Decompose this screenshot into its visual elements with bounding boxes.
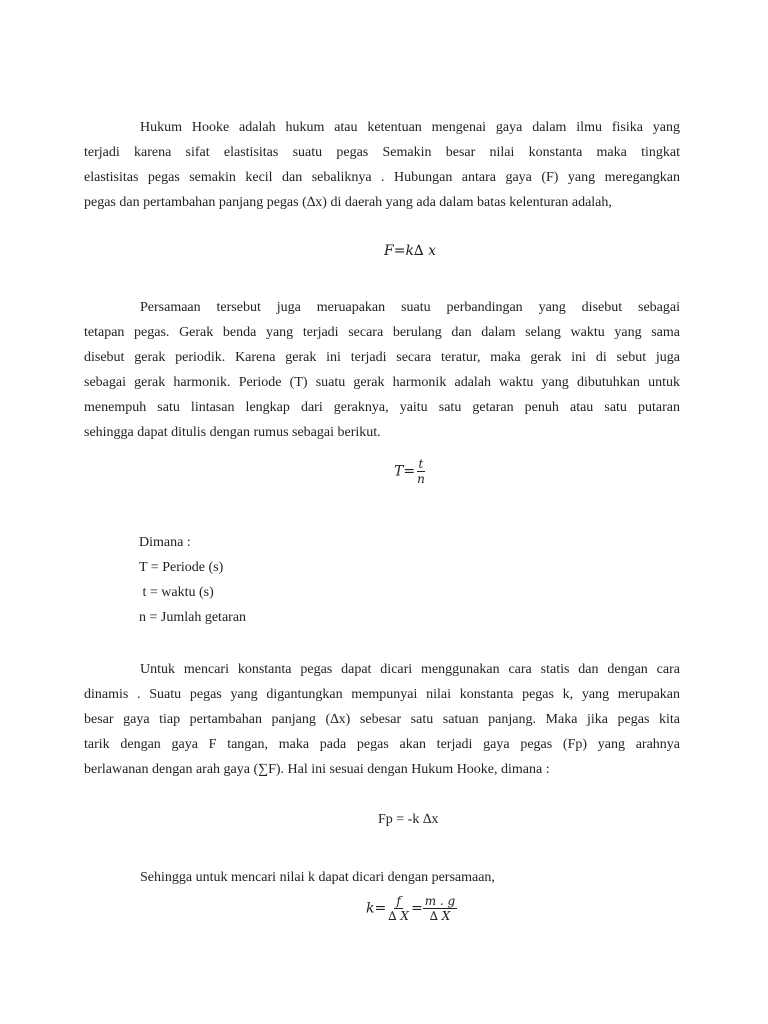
formula-hooke: F=k∆ x <box>384 243 437 259</box>
paragraph-line: Persamaan tersebut juga meruapakan suatu perbandingan yang disebut sebagai <box>140 300 680 315</box>
formula-k-fraction-2 <box>423 894 458 923</box>
formula-k <box>366 894 457 923</box>
formula-spring-force: Fp = -k ∆x <box>378 812 439 827</box>
paragraph-line: tarik dengan gaya F tangan, maka pada pegas akan terjadi gaya pegas (Fp) yang arahnya <box>84 737 680 752</box>
formula-k-fraction-1 <box>386 894 411 923</box>
formula-period-numerator: t <box>418 457 424 471</box>
formula-k-denominator-1: ∆ X <box>388 909 409 923</box>
definition-item: T = Periode (s) <box>139 560 224 575</box>
paragraph-line: menempuh satu lintasan lengkap dari geraknya, yaitu satu getaran penuh atau satu putaran <box>84 400 680 415</box>
formula-k-numerator-1: f <box>396 894 401 908</box>
formula-period-lhs: T= <box>394 463 416 480</box>
paragraph-line: besar gaya tiap pertambahan panjang (∆x) sebesar satu satuan panjang. Maka jika pegas kita <box>84 712 680 727</box>
paragraph-spring-constant <box>84 657 680 782</box>
formula-k-numerator-2: m . g <box>424 894 456 908</box>
formula-k-lhs: k= <box>366 900 387 917</box>
paragraph-line: Sehingga untuk mencari nilai k dapat dicari dengan persamaan, <box>140 870 495 885</box>
paragraph-line: sebagai gerak harmonik. Periode (T) suatu gerak harmonik adalah waktu yang dibutuhkan untuk <box>84 375 680 390</box>
formula-period-fraction <box>415 457 427 486</box>
paragraph-line: tetapan pegas. Gerak benda yang terjadi secara berulang dan dalam selang waktu yang sama <box>84 325 680 340</box>
formula-k-denominator-2: ∆ X <box>429 909 451 923</box>
paragraph-line: pegas dan pertambahan panjang pegas (∆x) di daerah yang ada dalam batas kelenturan adalah, <box>84 195 612 210</box>
paragraph-line: sehingga dapat ditulis dengan rumus sebagai berikut. <box>84 425 381 440</box>
paragraph-period-intro <box>84 295 680 445</box>
paragraph-line: Hukum Hooke adalah hukum atau ketentuan mengenai gaya dalam ilmu fisika yang <box>140 120 680 135</box>
definitions-header: Dimana : <box>139 535 191 550</box>
formula-k-equals: = <box>410 900 423 917</box>
paragraph-line: Untuk mencari konstanta pegas dapat dicari menggunakan cara statis dan dengan cara <box>140 662 680 677</box>
paragraph-line: disebut gerak periodik. Karena gerak ini terjadi secara teratur, maka gerak ini di sebut juga <box>84 350 680 365</box>
paragraph-hooke-intro <box>84 115 680 215</box>
paragraph-line: elastisitas pegas semakin kecil dan sebaliknya . Hubungan antara gaya (F) yang meregangkan <box>84 170 680 185</box>
paragraph-line: dinamis . Suatu pegas yang digantungkan mempunyai nilai konstanta pegas k, yang merupakan <box>84 687 680 702</box>
paragraph-line: terjadi karena sifat elastisitas suatu pegas Semakin besar nilai konstanta maka tingkat <box>84 145 680 160</box>
formula-period-denominator: n <box>417 472 425 486</box>
paragraph-line: berlawanan dengan arah gaya (∑F). Hal ini sesuai dengan Hukum Hooke, dimana : <box>84 762 550 777</box>
formula-period <box>394 457 427 486</box>
paragraph-k-equation-intro <box>84 865 680 890</box>
definition-item: t = waktu (s) <box>139 585 214 600</box>
definition-item: n = Jumlah getaran <box>139 610 247 625</box>
